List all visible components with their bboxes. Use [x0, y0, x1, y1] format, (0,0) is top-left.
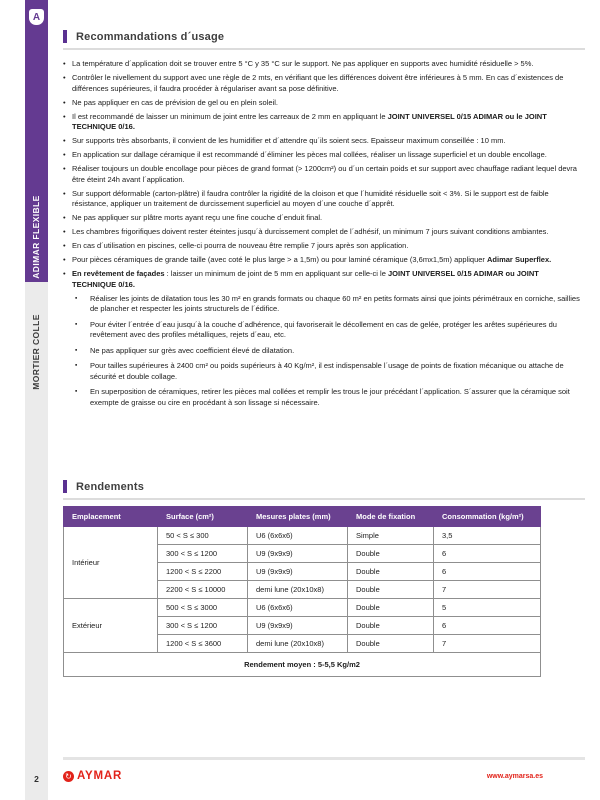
sidebar-product-name: ADIMAR FLEXIBLE — [30, 195, 41, 279]
bullet-dot-icon: • — [63, 136, 66, 145]
bullet-text: Pour pièces céramiques de grande taille (avec coté le plus large > a 1,5m) ou pour laminé céramique (3,6mx1,5m) appliquer Adimar Superflex. — [72, 255, 552, 264]
recommendations-heading — [63, 30, 585, 43]
bullet-square-icon: ▪ — [75, 346, 78, 354]
bullet-dot-icon: • — [63, 73, 66, 82]
bullet-text: En application sur dallage céramique il est recommandé d´éliminer les pèces mal collées, réaliser un lissage superficiel et un double encollage. — [72, 150, 547, 159]
table-cell: 5 — [434, 599, 541, 617]
bullet-item — [63, 269, 585, 290]
table-header-cell: Surface (cm²) — [158, 507, 248, 527]
table-header-cell: Consommation (kg/m²) — [434, 507, 541, 527]
bullet-text: Ne pas appliquer en cas de prévision de gel ou en plein soleil. — [72, 97, 278, 107]
bullet-text: En superposition de céramiques, retirer les pièces mal collées et remplir les trous le jour précédant l´application. S´assurer que la céramique soit exempte de graisse ou cire en procédant à son lissage si nécessaire. — [90, 387, 570, 407]
table-cell: demi lune (20x10x8) — [248, 581, 348, 599]
table-cell: U9 (9x9x9) — [248, 545, 348, 563]
average-yield-cell: Rendement moyen : 5-5,5 Kg/m2 — [64, 653, 541, 677]
table-header-cell: Mode de fixation — [348, 507, 434, 527]
table-cell: Simple — [348, 527, 434, 545]
table-cell: Double — [348, 617, 434, 635]
table-cell: 300 < S ≤ 1200 — [158, 617, 248, 635]
table-cell: 7 — [434, 635, 541, 653]
bullet-dot-icon: • — [63, 227, 66, 236]
yields-table — [63, 506, 541, 677]
table-row — [64, 599, 541, 617]
bullet-item — [63, 189, 585, 210]
aymar-shield-icon — [29, 9, 44, 25]
bullet-item — [63, 112, 585, 133]
bullet-item — [75, 361, 585, 382]
table-cell: U9 (9x9x9) — [248, 563, 348, 581]
bullet-text: Contrôler le nivellement du support avec une règle de 2 mts, en vérifiant que les différences doivent être inférieures à 5 mm. En cas d´existences de différences supérieures, il faudra procéder à régulariser avant sa pose définitive. — [72, 73, 564, 93]
table-header-cell: Emplacement — [64, 507, 158, 527]
table-row — [64, 527, 541, 545]
table-cell: 50 < S ≤ 300 — [158, 527, 248, 545]
bullet-text: En revêtement de façades : laisser un minimum de joint de 5 mm en appliquant sur celle-ci le JOINT UNIVERSEL 0/15 ADIMAR ou JOINT TECHNIQUE 0/16. — [72, 269, 539, 289]
bullet-text: Réaliser les joints de dilatation tous les 30 m² en grands formats ou chaque 60 m² en petits formats ainsi que joints périmétraux en corniche, saillies de plancher et respecter les joints structurels de l´édifice. — [90, 293, 580, 313]
table-cell: 500 < S ≤ 3000 — [158, 599, 248, 617]
heading-accent-bar — [63, 480, 67, 493]
bullet-item — [75, 346, 585, 357]
bullet-text: Sur support déformable (carton-plâtre) il faudra contrôler la rigidité de la cloison et que l´humidité résiduelle soit < 3%. Si le support est de faible résistance, appliquer un traitement de durcissement superficiel au moyen d´une couche d´apprêt. — [72, 188, 549, 208]
bullet-text: Pour tailles supérieures à 2400 cm² ou poids supérieurs à 40 Kg/m², il est indispensable l´usage de points de fixation mécanique ou attache de sécurité et double collage. — [90, 361, 564, 381]
bullet-dot-icon: • — [63, 59, 66, 68]
table-cell: 7 — [434, 581, 541, 599]
bullet-item — [75, 294, 585, 315]
heading-rule — [63, 48, 585, 50]
bullet-dot-icon: • — [63, 150, 66, 159]
bullet-text: Il est recommandé de laisser un minimum de joint entre les carreaux de 2 mm en appliquant le JOINT UNIVERSEL 0/15 ADIMAR ou le JOINT TECHNIQUE 0/16. — [72, 111, 547, 131]
table-cell: 2200 < S ≤ 10000 — [158, 581, 248, 599]
bullet-dot-icon: • — [63, 241, 66, 250]
heading-rule — [63, 498, 585, 500]
page-number: 2 — [34, 774, 39, 784]
bullet-dot-icon: • — [63, 111, 66, 121]
bullet-text: La température d´application doit se trouver entre 5 °C y 35 °C sur le support. Ne pas appliquer en supports avec humidité résiduelle > 5%. — [72, 59, 534, 68]
table-footer-row — [64, 653, 541, 677]
emplacement-cell: Extérieur — [64, 599, 158, 653]
bullet-item — [75, 320, 585, 341]
table-cell: demi lune (20x10x8) — [248, 635, 348, 653]
table-cell: 6 — [434, 617, 541, 635]
bullet-dot-icon: • — [63, 269, 66, 278]
bullet-text: Les chambres frigorifiques doivent rester éteintes jusqu´à durcissement complet de l´adhésif, un minimum 7 jours suivant conditions ambiantes. — [72, 227, 549, 236]
aymar-logo-icon: ↻ — [63, 771, 74, 782]
footer-rule — [63, 757, 585, 760]
bullet-text: Ne pas appliquer sur plâtre morts ayant reçu une fine couche d´enduit final. — [72, 213, 323, 222]
bullet-dot-icon: • — [63, 97, 66, 107]
bullet-item — [63, 150, 585, 161]
table-header-cell: Mesures plates (mm) — [248, 507, 348, 527]
bullet-text: En cas d´utilisation en piscines, celle-ci pourra de nouveau être remplie 7 jours après son application. — [72, 241, 409, 250]
table-cell: 6 — [434, 563, 541, 581]
table-body — [64, 527, 541, 653]
bullet-dot-icon: • — [63, 255, 66, 264]
bullet-item — [63, 213, 585, 224]
table-cell: Double — [348, 599, 434, 617]
bullet-item — [63, 98, 585, 109]
table-cell: 1200 < S ≤ 2200 — [158, 563, 248, 581]
bullet-square-icon: ▪ — [75, 362, 78, 369]
brand-name: AYMAR — [77, 770, 123, 782]
heading-accent-bar — [63, 30, 67, 43]
bullet-dot-icon: • — [63, 188, 66, 198]
table-cell: 300 < S ≤ 1200 — [158, 545, 248, 563]
bullet-item — [63, 164, 585, 185]
bullet-square-icon: ▪ — [75, 294, 78, 302]
table-cell: Double — [348, 545, 434, 563]
content-column — [63, 30, 585, 677]
bullet-text: Pour éviter l´entrée d´eau jusqu´à la couche d´adhérence, qui favoriserait le décollement en cas de gelée, protéger les arêtes supérieures du revêtement avec des profiles métalliques, rejets d´eau, etc. — [90, 319, 557, 339]
logo-letter: A — [32, 11, 41, 23]
sidebar-category-name: MORTIER COLLE — [30, 314, 41, 390]
bullet-item — [63, 255, 585, 266]
table-cell: Double — [348, 635, 434, 653]
bullet-dot-icon: • — [63, 213, 66, 222]
emplacement-cell: Intérieur — [64, 527, 158, 599]
section-title: Rendements — [76, 480, 145, 493]
bullet-item — [63, 241, 585, 252]
table-cell: U6 (6x6x6) — [248, 527, 348, 545]
bullet-item — [63, 136, 585, 147]
table-cell: 1200 < S ≤ 3600 — [158, 635, 248, 653]
bullet-text: Réaliser toujours un double encollage pour pièces de grand format (> 1200cm²) ou d´un certain poids et sur support avec chauffage radiant lequel devra être éteint 24h avant l´application. — [72, 164, 577, 184]
bullet-square-icon: ▪ — [75, 320, 78, 328]
bullet-dot-icon: • — [63, 164, 66, 173]
table-cell: U9 (9x9x9) — [248, 617, 348, 635]
bullet-item — [63, 73, 585, 94]
bullet-text: Sur supports très absorbants, il convient de les humidifier et d´attendre qu´ils soient secs. Epaisseur maximum conseillée : 10 mm. — [72, 136, 506, 145]
bullet-square-icon: ▪ — [75, 388, 78, 395]
table-cell: Double — [348, 581, 434, 599]
yields-heading — [63, 480, 585, 493]
recommendations-list — [63, 59, 585, 408]
bullet-item — [75, 387, 585, 408]
bullet-item — [63, 59, 585, 70]
table-cell: U6 (6x6x6) — [248, 599, 348, 617]
table-header-row — [64, 507, 541, 527]
bullet-text: Ne pas appliquer sur grès avec coefficient élevé de dilatation. — [90, 345, 295, 355]
table-cell: Double — [348, 563, 434, 581]
bullet-item — [63, 227, 585, 238]
table-cell: 3,5 — [434, 527, 541, 545]
footer-brand — [63, 770, 122, 782]
yields-section — [63, 480, 585, 677]
section-title: Recommandations d´usage — [76, 30, 225, 43]
table-cell: 6 — [434, 545, 541, 563]
website-link[interactable]: www.aymarsa.es — [486, 773, 543, 780]
